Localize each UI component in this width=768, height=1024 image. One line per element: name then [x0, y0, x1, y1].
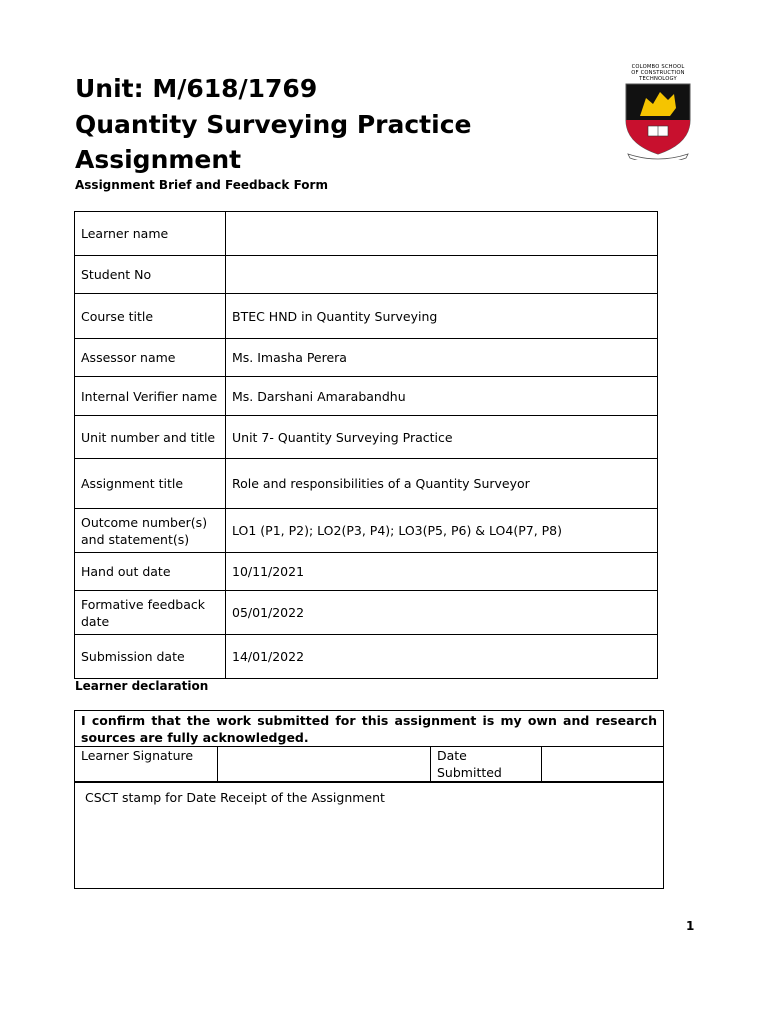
row-value: 05/01/2022 [226, 591, 658, 635]
row-value[interactable] [226, 212, 658, 256]
row-value: LO1 (P1, P2); LO2(P3, P4); LO3(P5, P6) & LO4(P7, P8) [226, 509, 658, 553]
signature-field[interactable] [218, 747, 431, 782]
row-label: Course title [75, 294, 226, 339]
declaration-statement: I confirm that the work submitted for this assignment is my own and research sources are fully acknowledged. [75, 711, 664, 747]
row-value: BTEC HND in Quantity Surveying [226, 294, 658, 339]
table-row [75, 294, 658, 339]
document-title-line1: Quantity Surveying Practice [75, 110, 472, 139]
row-label: Hand out date [75, 553, 226, 591]
row-label: Student No [75, 256, 226, 294]
row-value[interactable] [226, 256, 658, 294]
signature-label: Learner Signature [75, 747, 218, 782]
row-label: Learner name [75, 212, 226, 256]
row-label: Formative feedback date [75, 591, 226, 635]
table-row [75, 635, 658, 679]
row-label: Internal Verifier name [75, 377, 226, 416]
row-value: 10/11/2021 [226, 553, 658, 591]
row-value: Unit 7- Quantity Surveying Practice [226, 416, 658, 459]
table-row [75, 212, 658, 256]
date-submitted-label: Date Submitted [431, 747, 542, 782]
document-title-line2: Assignment [75, 145, 242, 174]
stamp-label: CSCT stamp for Date Receipt of the Assignment [85, 790, 385, 805]
table-row [75, 339, 658, 377]
row-label: Submission date [75, 635, 226, 679]
logo-text: COLOMBO SCHOOL OF CONSTRUCTION TECHNOLOGY [631, 64, 685, 82]
row-label: Outcome number(s) and statement(s) [75, 509, 226, 553]
row-value: 14/01/2022 [226, 635, 658, 679]
row-value: Role and responsibilities of a Quantity Surveyor [226, 459, 658, 509]
school-logo [620, 64, 696, 160]
assignment-info-table [74, 211, 658, 679]
row-label: Assessor name [75, 339, 226, 377]
crest-shield-icon [620, 82, 696, 160]
page-number: 1 [686, 919, 695, 933]
row-value: Ms. Darshani Amarabandhu [226, 377, 658, 416]
table-row [75, 377, 658, 416]
stamp-box [74, 782, 664, 889]
table-row [75, 459, 658, 509]
table-row [75, 591, 658, 635]
table-row [75, 747, 664, 782]
document-subtitle: Assignment Brief and Feedback Form [75, 178, 328, 192]
unit-code: Unit: M/618/1769 [75, 74, 318, 103]
table-row [75, 256, 658, 294]
table-row [75, 509, 658, 553]
table-row [75, 553, 658, 591]
declaration-table [74, 710, 664, 782]
row-label: Assignment title [75, 459, 226, 509]
row-label: Unit number and title [75, 416, 226, 459]
row-value: Ms. Imasha Perera [226, 339, 658, 377]
declaration-heading: Learner declaration [75, 679, 209, 693]
date-submitted-field[interactable] [542, 747, 664, 782]
table-row [75, 711, 664, 747]
table-row [75, 416, 658, 459]
